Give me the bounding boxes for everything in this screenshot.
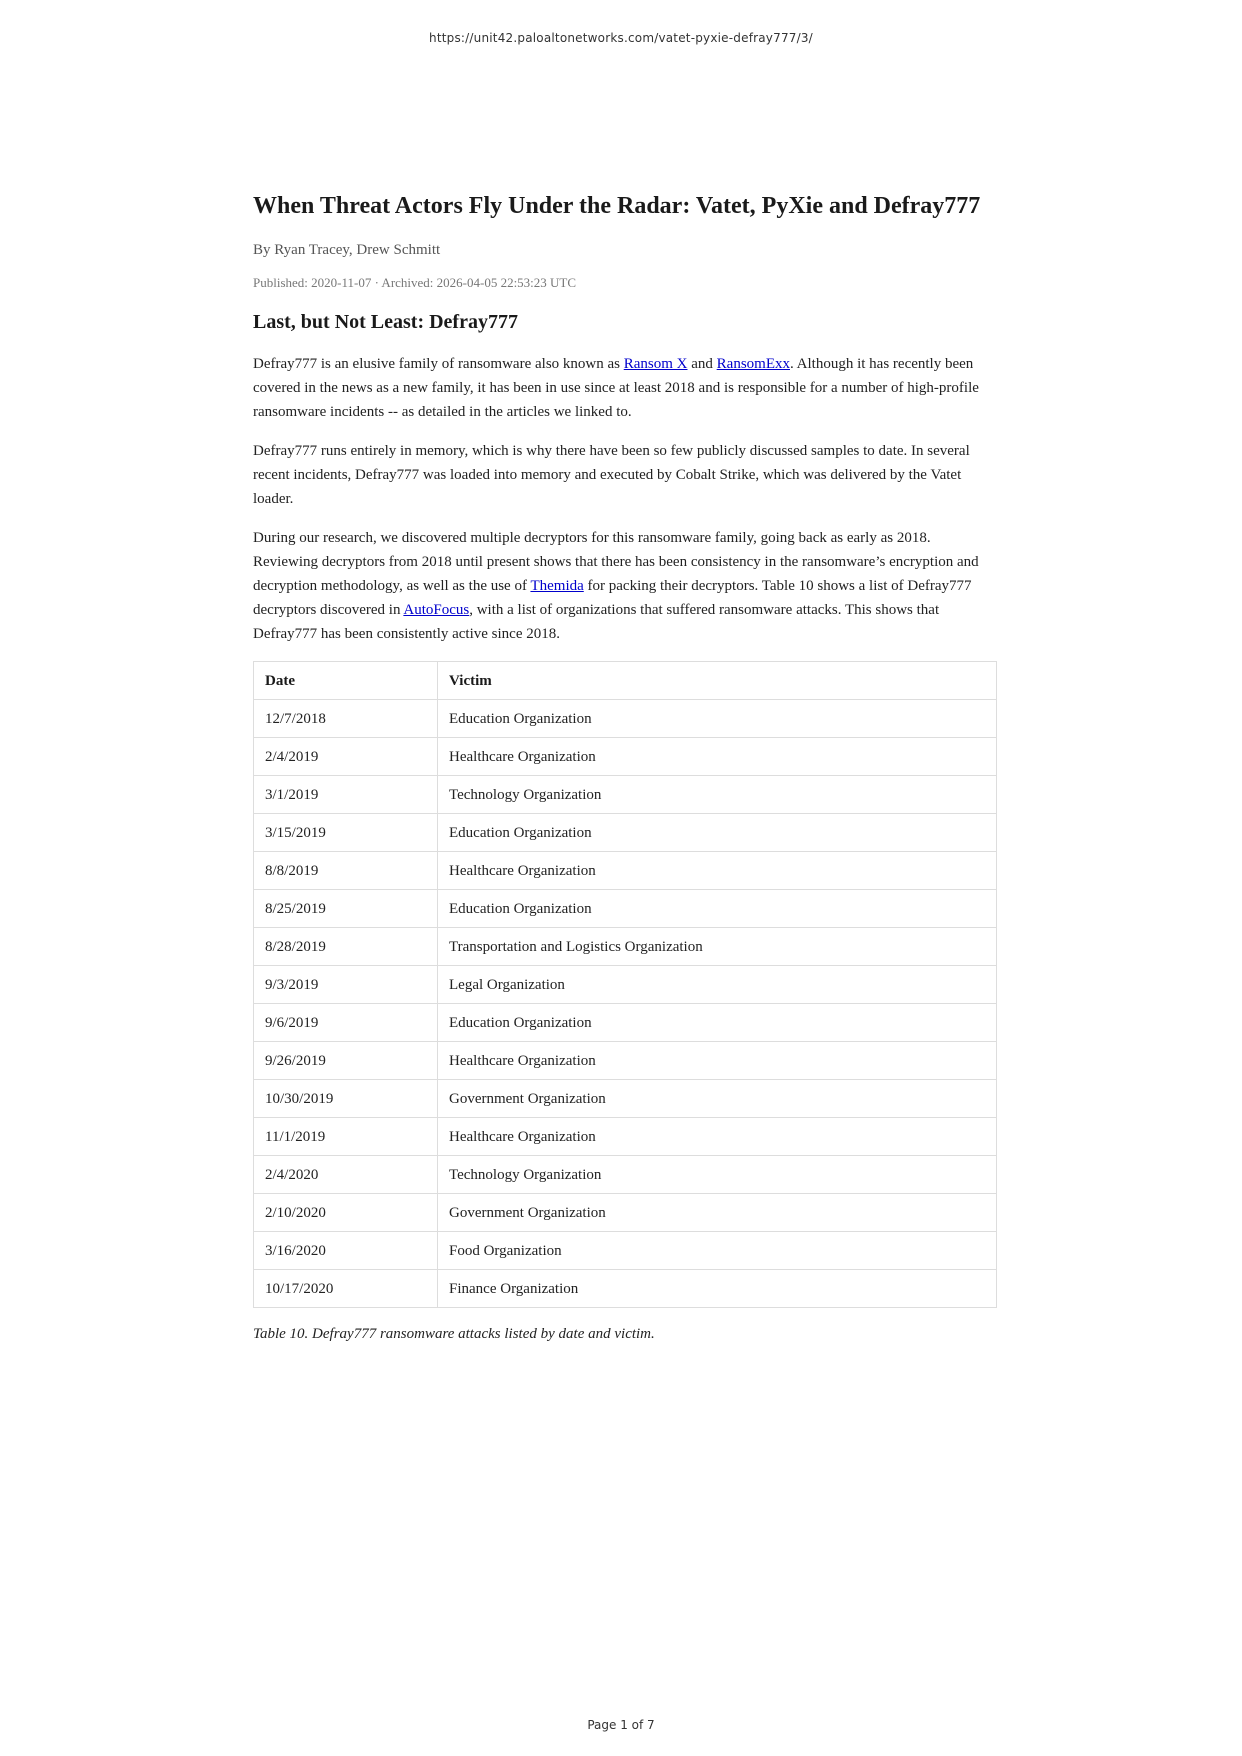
- table-cell-victim: Healthcare Organization: [438, 852, 997, 890]
- article-meta: Published: 2020-11-07 · Archived: 2026-04-05 22:53:23 UTC: [253, 275, 577, 290]
- table-row: [254, 700, 997, 738]
- table-row: [254, 1042, 997, 1080]
- table-cell-date: 3/1/2019: [254, 776, 438, 814]
- table-cell-date: 2/10/2020: [254, 1194, 438, 1232]
- article-title: When Threat Actors Fly Under the Radar: Vatet, PyXie and Defray777: [253, 193, 981, 219]
- table-cell-date: 3/15/2019: [254, 814, 438, 852]
- table-cell-date: 2/4/2020: [254, 1156, 438, 1194]
- section-heading: Last, but Not Least: Defray777: [253, 311, 518, 333]
- table-header-date: Date: [254, 662, 438, 700]
- table-cell-date: 12/7/2018: [254, 700, 438, 738]
- link-autofocus[interactable]: AutoFocus: [403, 602, 470, 618]
- table-row: [254, 738, 997, 776]
- defray777-attacks-table: [253, 661, 997, 1308]
- link-themida[interactable]: Themida: [530, 578, 584, 594]
- table-cell-victim: Government Organization: [438, 1194, 997, 1232]
- article-content: [253, 190, 997, 1344]
- table-cell-victim: Finance Organization: [438, 1270, 997, 1308]
- paragraph-1: [253, 352, 997, 424]
- table-cell-victim: Education Organization: [438, 1004, 997, 1042]
- paragraph-3-text-2: for packing their decryptors. Table 10 shows a list of Defray777 decryptors discovered in: [253, 578, 972, 618]
- table-row: [254, 928, 997, 966]
- paragraph-3-text-3: , with a list of organizations that suffered ransomware attacks. This shows that Defray777 has been consistently active since 2018.: [253, 602, 940, 642]
- table-row: [254, 1080, 997, 1118]
- page-number-footer: Page 1 of 7: [587, 1718, 655, 1732]
- table-cell-date: 10/30/2019: [254, 1080, 438, 1118]
- table-cell-victim: Healthcare Organization: [438, 1118, 997, 1156]
- table-cell-victim: Legal Organization: [438, 966, 997, 1004]
- table-cell-victim: Transportation and Logistics Organization: [438, 928, 997, 966]
- table-cell-date: 8/8/2019: [254, 852, 438, 890]
- table-row: [254, 890, 997, 928]
- page-url-header: https://unit42.paloaltonetworks.com/vatet-pyxie-defray777/3/: [429, 31, 813, 45]
- link-ransomexx[interactable]: RansomExx: [716, 356, 790, 372]
- table-cell-victim: Education Organization: [438, 814, 997, 852]
- table-cell-date: 2/4/2019: [254, 738, 438, 776]
- paragraph-2: Defray777 runs entirely in memory, which is why there have been so few publicly discussed samples to date. In several recent incidents, Defray777 was loaded into memory and executed by Cobalt Strike, which was delivered by the Vatet loader.: [253, 443, 970, 507]
- paragraph-3-text-1: During our research, we discovered multiple decryptors for this ransomware family, going back as early as 2018. Reviewing decryptors from 2018 until present shows that there has been consistency in the ransomware’s encryption and decryption methodology, as well as the use of: [253, 530, 979, 594]
- paragraph-1-text-3: . Although it has recently been covered in the news as a new family, it has been in use since at least 2018 and is responsible for a number of high-profile ransomware incidents -- as detailed in the articles we linked to.: [253, 356, 979, 420]
- table-cell-date: 9/26/2019: [254, 1042, 438, 1080]
- table-cell-victim: Technology Organization: [438, 1156, 997, 1194]
- table-row: [254, 1194, 997, 1232]
- table-row: [254, 1270, 997, 1308]
- table-row: [254, 1232, 997, 1270]
- table-row: [254, 776, 997, 814]
- table-cell-victim: Healthcare Organization: [438, 738, 997, 776]
- paragraph-1-text-1: Defray777 is an elusive family of ransomware also known as: [253, 356, 624, 372]
- table-row: [254, 1156, 997, 1194]
- link-ransom-x[interactable]: Ransom X: [623, 356, 688, 372]
- table-cell-date: 8/25/2019: [254, 890, 438, 928]
- table-row: [254, 1118, 997, 1156]
- paragraph-3: [253, 526, 997, 646]
- table-cell-victim: Food Organization: [438, 1232, 997, 1270]
- table-header-row: [254, 662, 997, 700]
- table-header-victim: Victim: [438, 662, 997, 700]
- table-cell-date: 11/1/2019: [254, 1118, 438, 1156]
- table-cell-date: 3/16/2020: [254, 1232, 438, 1270]
- table-cell-victim: Technology Organization: [438, 776, 997, 814]
- article-byline: By Ryan Tracey, Drew Schmitt: [253, 242, 441, 258]
- table-row: [254, 814, 997, 852]
- table-row: [254, 1004, 997, 1042]
- table-caption: Table 10. Defray777 ransomware attacks listed by date and victim.: [253, 1326, 655, 1342]
- table-row: [254, 852, 997, 890]
- table-cell-date: 9/3/2019: [254, 966, 438, 1004]
- table-cell-date: 10/17/2020: [254, 1270, 438, 1308]
- table-row: [254, 966, 997, 1004]
- table-cell-date: 8/28/2019: [254, 928, 438, 966]
- table-cell-victim: Education Organization: [438, 890, 997, 928]
- table-cell-victim: Government Organization: [438, 1080, 997, 1118]
- paragraph-1-text-2: and: [687, 356, 717, 372]
- table-cell-date: 9/6/2019: [254, 1004, 438, 1042]
- table-cell-victim: Healthcare Organization: [438, 1042, 997, 1080]
- table-cell-victim: Education Organization: [438, 700, 997, 738]
